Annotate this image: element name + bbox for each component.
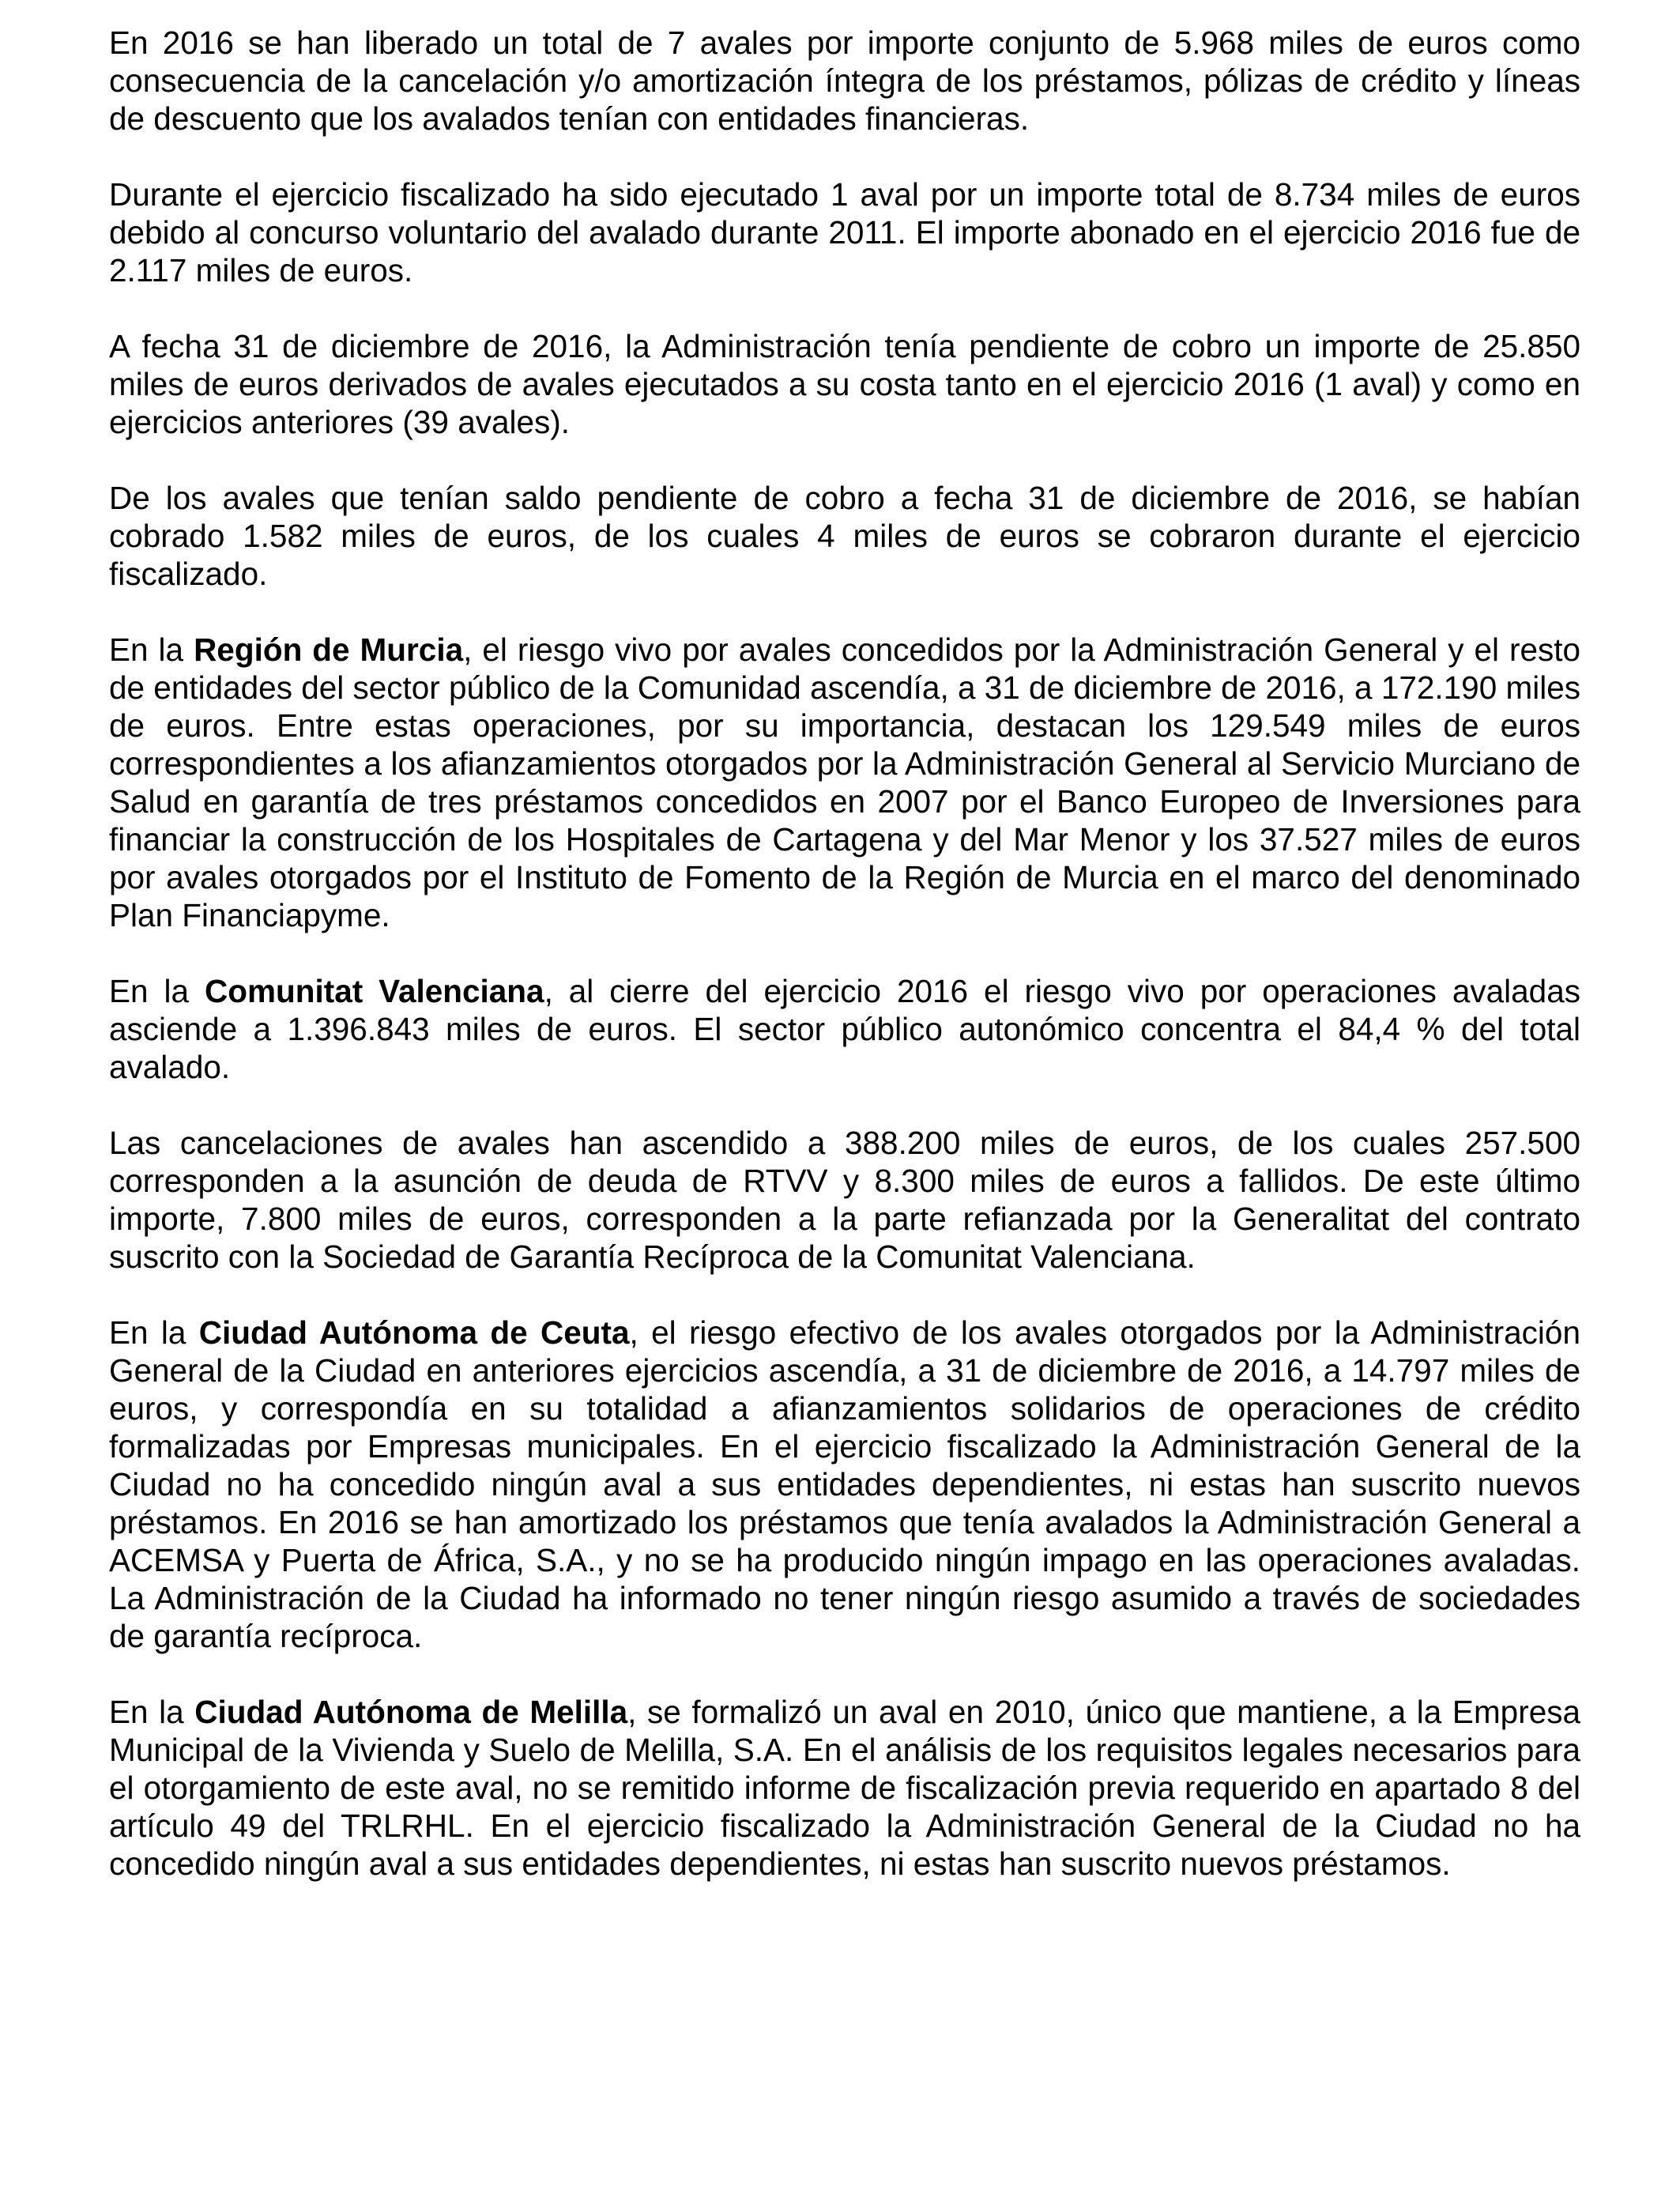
region-name: Comunitat Valenciana <box>204 973 544 1009</box>
paragraph-text: Durante el ejercicio fiscalizado ha sido ejecutado 1 aval por un importe total de 8.734 miles de euros debido al concurso voluntario del avalado durante 2011. El importe abonado en el ejercicio 2016 fue de 2.117 miles de euros. <box>109 176 1580 288</box>
paragraph-region-murcia <box>109 631 1580 934</box>
paragraph-lead: En la <box>109 1694 195 1730</box>
paragraph-pendiente-cobro <box>109 327 1580 441</box>
paragraph-text: , se formalizó un aval en 2010, único que mantiene, a la Empresa Municipal de la Vivienda y Suelo de Melilla, S.A. En el análisis de los requisitos legales necesarios para el otorgamiento de este aval, no se remitido informe de fiscalización previa requerido en apartado 8 del artículo 49 del TRLRHL. En el ejercicio fiscalizado la Administración General de la Ciudad no ha concedido ningún aval a sus entidades dependientes, ni estas han suscrito nuevos préstamos. <box>109 1694 1580 1882</box>
paragraph-lead: En la <box>109 973 205 1009</box>
paragraph-lead: En la <box>109 631 194 668</box>
region-name: Ciudad Autónoma de Melilla <box>194 1694 628 1730</box>
paragraph-aval-ejecutado <box>109 175 1580 289</box>
paragraph-melilla <box>109 1693 1580 1883</box>
paragraph-text: , el riesgo vivo por avales concedidos por la Administración General y el resto de entidades del sector público de la Comunidad ascendía, a 31 de diciembre de 2016, a 172.190 miles de euros. Entre estas operaciones, por su importancia, destacan los 129.549 miles de euros correspondientes a los afianzamientos otorgados por la Administración General al Servicio Murciano de Salud en garantía de tres préstamos concedidos en 2007 por el Banco Europeo de Inversiones para financiar la construcción de los Hospitales de Cartagena y del Mar Menor y los 37.527 miles de euros por avales otorgados por el Instituto de Fomento de la Región de Murcia en el marco del denominado Plan Financiapyme. <box>109 631 1580 933</box>
paragraph-text: A fecha 31 de diciembre de 2016, la Administración tenía pendiente de cobro un importe de 25.850 miles de euros derivados de avales ejecutados a su costa tanto en el ejercicio 2016 (1 aval) y como en ejercicios anteriores (39 avales). <box>109 328 1580 440</box>
paragraph-ceuta <box>109 1314 1580 1655</box>
paragraph-cancelaciones <box>109 1124 1580 1276</box>
paragraph-text: , al cierre del ejercicio 2016 el riesgo vivo por operaciones avaladas asciende a 1.396.843 miles de euros. El sector público autonómico concentra el 84,4 % del total avalado. <box>109 973 1580 1085</box>
paragraph-lead: En la <box>109 1314 199 1351</box>
region-name: Ciudad Autónoma de Ceuta <box>198 1314 630 1351</box>
paragraph-cobrado <box>109 479 1580 593</box>
paragraph-comunitat-valenciana <box>109 972 1580 1086</box>
paragraph-text: En 2016 se han liberado un total de 7 avales por importe conjunto de 5.968 miles de euros como consecuencia de la cancelación y/o amortización íntegra de los préstamos, pólizas de crédito y líneas de descuento que los avalados tenían con entidades financieras. <box>109 25 1580 137</box>
paragraph-text: De los avales que tenían saldo pendiente de cobro a fecha 31 de diciembre de 2016, se habían cobrado 1.582 miles de euros, de los cuales 4 miles de euros se cobraron durante el ejercicio fiscalizado. <box>109 480 1580 592</box>
region-name: Región de Murcia <box>194 631 464 668</box>
paragraph-avales-liberados <box>109 24 1580 138</box>
document-page <box>109 24 1580 1921</box>
paragraph-text: , el riesgo efectivo de los avales otorgados por la Administración General de la Ciudad en anteriores ejercicios ascendía, a 31 de diciembre de 2016, a 14.797 miles de euros, y correspondía en su totalidad a afianzamientos solidarios de operaciones de crédito formalizadas por Empresas municipales. En el ejercicio fiscalizado la Administración General de la Ciudad no ha concedido ningún aval a sus entidades dependientes, ni estas han suscrito nuevos préstamos. En 2016 se han amortizado los préstamos que tenía avalados la Administración General a ACEMSA y Puerta de África, S.A., y no se ha producido ningún impago en las operaciones avaladas. La Administración de la Ciudad ha informado no tener ningún riesgo asumido a través de sociedades de garantía recíproca. <box>109 1314 1580 1654</box>
paragraph-text: Las cancelaciones de avales han ascendido a 388.200 miles de euros, de los cuales 257.500 corresponden a la asunción de deuda de RTVV y 8.300 miles de euros a fallidos. De este último importe, 7.800 miles de euros, corresponden a la parte refianzada por la Generalitat del contrato suscrito con la Sociedad de Garantía Recíproca de la Comunitat Valenciana. <box>109 1125 1580 1275</box>
